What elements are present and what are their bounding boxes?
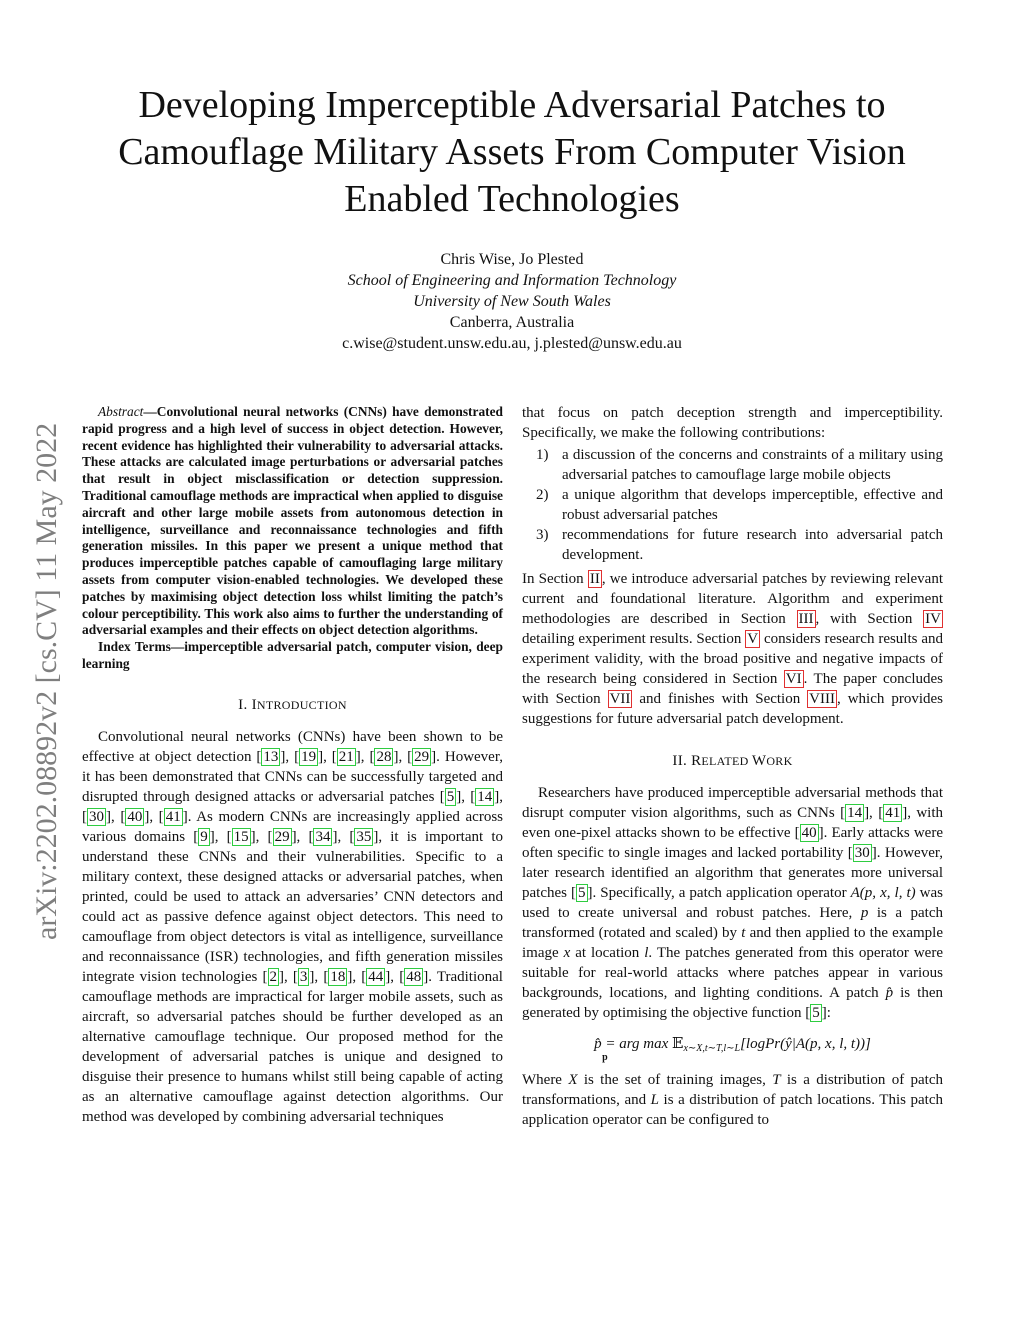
list-item — [522, 485, 943, 525]
equation-rhs: [logPr(ŷ|A(p, x, l, t))] — [740, 1036, 871, 1052]
math-inline: l — [644, 945, 649, 961]
text-run: , we introduce adversarial patches by reviewing relevant current and foundational literature. Algorithm and experiment methodologies are described in Section — [522, 571, 943, 627]
list-item — [522, 445, 943, 485]
citation-link[interactable]: 5 — [446, 788, 455, 805]
citation-link[interactable]: 2 — [269, 968, 277, 985]
text-run: , with Section — [815, 611, 924, 627]
author-school: School of Engineering and Information Technology — [347, 272, 677, 289]
arxiv-identifier: arXiv:2202.08892v2 [cs.CV] 11 May 2022 — [30, 422, 63, 940]
math-inline: X — [568, 1072, 578, 1088]
citation-link[interactable]: 35 — [356, 828, 372, 845]
section-heading-introduction — [82, 695, 503, 715]
math-inline: A(p, x, l, t) — [850, 885, 916, 901]
section-link[interactable]: II — [589, 571, 600, 587]
text-run: In Section — [522, 571, 588, 587]
citation-link[interactable]: 34 — [315, 828, 331, 845]
title-line: Camouflage Military Assets From Computer Vision — [118, 131, 906, 173]
author-names: Chris Wise, Jo Plested — [440, 251, 584, 268]
section-link[interactable]: VIII — [809, 691, 835, 707]
citation-link[interactable]: 44 — [368, 968, 384, 985]
author-location: Canberra, Australia — [449, 314, 575, 331]
author-university: University of New South Wales — [413, 293, 611, 310]
citation-link[interactable]: 14 — [477, 788, 493, 805]
citation-link[interactable]: 21 — [338, 748, 354, 765]
list-text: recommendations for future research into adversarial patch development. — [562, 527, 943, 563]
equation-argmax — [594, 1033, 669, 1063]
equation-lhs: p̂ = arg max — [594, 1036, 669, 1052]
citation-link[interactable]: 19 — [301, 748, 317, 765]
text-run: . The patches generated from this operator were suitable for real-world attacks where patches appear in various backgrounds, locations, and lighting conditions. A patch — [522, 945, 943, 1001]
text-run: and then applied to the example image — [522, 925, 943, 961]
text-run: considers research results and experiment validity, with the broad positive and negative impacts of the research being considered in Section — [522, 631, 943, 687]
heading-number: I. — [238, 696, 252, 713]
citation-link[interactable]: 41 — [165, 808, 181, 825]
section-link[interactable]: IV — [925, 611, 941, 627]
list-number: 2) — [536, 487, 549, 503]
title-line: Developing Imperceptible Adversarial Patches to — [138, 84, 886, 126]
right-column — [522, 403, 943, 1130]
intro-continuation: that focus on patch deception strength and imperceptibility. Specifically, we make the following contributions: — [522, 405, 943, 441]
intro-paragraph: Convolutional neural networks (CNNs) have been shown to be effective at object detection [ 13 ], [ 19 ], [ 21 ], [ 28 ], [ 29 ]. However, it has been demonstrated that CNNs can be successfully targeted and disrupted through designed attacks or adversarial patches [ 5 ], [ 14 ], [ 30 ], [ 40 ], [ 41 ]. As modern CNNs are increasingly applied across various domains [ 9 ], [ 15 ], [ 29 ], [ 34 ], [ 35 ], it is important to understand these CNNs and their vulnerabilities. Specific to a military context, these designed attacks or adversarial patches, when printed, could be used to attack an adversaries’ CNN detectors and could act as passive defence against object detectors. This need to camouflage from object detectors is vital as intelligence, surveillance and reconnaissance (ISR) technologies, and fifth generation missiles integrate vision technologies [ 2 ], [ 3 ], [ 18 ], [ 44 ], [ 48 ]. Traditional camouflage methods are impractical for larger mobile assets, such as aircraft, so adversarial patches should be further developed as an alternative camouflage technique. Our proposed method for the development of adversarial patches is unique and designed to disguise their presence to humans whilst still being capable of acting as an alternative camouflage against detection algorithms. Our method was developed by combining adversarial techniques — [82, 728, 503, 1125]
citation-link[interactable]: 40 — [801, 825, 817, 841]
text-run: : — [826, 1005, 831, 1021]
text-run: , with even one-pixel attacks shown to be effective — [522, 805, 943, 841]
author-block — [212, 249, 812, 354]
section-link[interactable]: V — [747, 631, 759, 647]
citation-link[interactable]: 48 — [406, 968, 422, 985]
heading-initial: W — [751, 753, 767, 769]
text-run: . As modern CNNs are increasingly applied across various domains — [82, 808, 503, 845]
section-link[interactable]: III — [798, 611, 814, 627]
text-run: is a distribution of patch locations. This patch application operator can be configured to — [522, 1092, 943, 1128]
math-inline: L — [650, 1092, 659, 1108]
text-run: . However, it has been demonstrated that CNNs can be successfully targeted and disrupted through designed attacks or adversarial patches — [82, 748, 503, 805]
text-run: . However, later research identified an algorithm that generates more universal patches — [522, 845, 943, 901]
left-column — [82, 404, 503, 1127]
text-run: is the set of training images, — [577, 1072, 773, 1088]
section-link[interactable]: VII — [609, 691, 631, 707]
heading-rest: ELATED — [701, 754, 752, 768]
text-run: and finishes with Section — [632, 691, 808, 707]
list-item — [522, 525, 943, 565]
abstract — [82, 404, 503, 639]
contributions-list — [522, 445, 943, 565]
text-run: Where — [522, 1072, 569, 1088]
paper-title — [60, 82, 964, 223]
text-run: . Specifically, a patch application operator — [592, 885, 851, 901]
list-text: a unique algorithm that develops imperceptible, effective and robust adversarial patches — [562, 487, 943, 523]
heading-initial: I — [251, 696, 257, 713]
abstract-text: —Convolutional neural networks (CNNs) have demonstrated rapid progress and a high level of success in object detection. However, recent evidence has highlighted their vulnerability to adversarial attacks. These attacks are calculated image perturbations or adversarial patches that result in object misclassification or detection suppression. Traditional camouflage methods are impractical when applied to disguise aircraft and other large mobile assets from autonomous detection in intelligence, surveillance and reconnaissance technologies and fifth generation missiles. In this paper we present a unique method that produces imperceptible patches capable of camouflaging large military assets from computer vision-enabled technologies. We developed these patches by maximising object detection loss whilst limiting the patch’s colour perceptibility. This work also aims to further the understanding of adversarial examples and their effects on object detection algorithms. — [82, 404, 503, 638]
equation-explanation — [522, 1070, 943, 1130]
index-terms-label: Index Terms — [98, 639, 171, 655]
text-run: detailing experiment results. Section — [522, 631, 746, 647]
math-inline: p̂ — [885, 985, 894, 1001]
math-inline: T — [772, 1072, 781, 1088]
objective-equation — [522, 1033, 943, 1063]
text-run: , which provides suggestions for future adversarial patch development. — [522, 691, 943, 727]
math-inline: t — [741, 925, 746, 941]
equation-under: p — [602, 1052, 608, 1063]
citation-link[interactable]: 5 — [578, 885, 586, 901]
text-run: is then generated by optimising the objective function — [522, 985, 943, 1021]
text-run: , it is important to understand these CNNs and their vulnerabilities. Specific to a military context, these designed attacks or adversarial patches, when printed, could be used to attack an adversaries’ CNN detectors and could act as passive defence against object detectors. This need to camouflage from object detectors is vital as intelligence, surveillance and reconnaissance (ISR) technologies, and fifth generation missiles integrate vision technologies — [82, 828, 503, 985]
title-line: Enabled Technologies — [344, 178, 680, 220]
citation-link[interactable]: 30 — [854, 845, 870, 861]
citation-link[interactable]: 15 — [233, 828, 249, 845]
outline-paragraph — [522, 569, 943, 729]
math-inline: p — [860, 905, 869, 921]
list-number: 1) — [536, 447, 549, 463]
heading-rest: ORK — [766, 754, 793, 768]
text-run: Convolutional neural networks (CNNs) have been shown to be effective at object detection — [82, 728, 503, 765]
text-run: is a patch transformed (rotated and scaled) by — [522, 905, 943, 941]
text-run: was used to create universal and robust patches. Here, — [522, 885, 944, 921]
heading-initial: R — [691, 753, 702, 769]
citation-link[interactable]: 28 — [376, 748, 392, 765]
list-number: 3) — [536, 527, 549, 543]
text-run: . Early attacks were often specific to single images and lacked portability — [522, 825, 943, 861]
citation-link[interactable]: 29 — [414, 748, 430, 765]
equation-expectation: 𝔼 — [668, 1036, 684, 1052]
text-run: Researchers have produced imperceptible adversarial methods that disrupt computer vision algorithms, such as CNNs — [522, 785, 943, 821]
text-run: at location — [570, 945, 645, 961]
index-terms — [82, 639, 503, 673]
text-run: . Traditional camouflage methods are impractical for larger mobile assets, such as aircraft, so adversarial patches should be further developed as an alternative camouflage technique. Our proposed method for the development of adversarial patches is unique and designed to disguise their presence to humans whilst still being capable of acting as an alternative camouflage against detection algorithms. Our method was developed by combining adversarial techniques — [82, 968, 503, 1125]
heading-number: II. — [672, 753, 692, 769]
citation-link[interactable]: 30 — [89, 808, 104, 825]
related-work-paragraph: Researchers have produced imperceptible adversarial methods that disrupt computer vision algorithms, such as CNNs [ 14 ], [ 41 ], with even one-pixel attacks shown to be effective [ 40 ]. Early attacks were often specific to single images and lacked portability [ 30 ]. However, later research identified an algorithm that generates more universal patches [ 5 ]. Specifically, a patch application operator A(p, x, l, t) was used to create universal and robust patches. Here, p is a patch transformed (rotated and scaled) by t and then applied to the example image x at location l. The patches generated from this operator were suitable for real-world attacks where patches appear in various backgrounds, locations, and lighting conditions. A patch p̂ is then generated by optimising the objective function [ 5 ]: — [522, 785, 944, 1021]
citation-link[interactable]: 41 — [885, 805, 901, 821]
text-run: . The paper concludes with Section — [522, 671, 943, 707]
citation-link[interactable]: 5 — [812, 1005, 820, 1021]
heading-rest: NTRODUCTION — [256, 697, 347, 712]
citation-link[interactable]: 18 — [330, 968, 346, 985]
citation-link[interactable]: 9 — [200, 828, 208, 845]
math-inline: x — [563, 945, 571, 961]
index-terms-text: —imperceptible adversarial patch, computer vision, deep learning — [82, 639, 503, 671]
section-link[interactable]: VI — [785, 671, 802, 687]
author-emails: c.wise@student.unsw.edu.au, j.plested@unsw.edu.au — [342, 335, 682, 352]
abstract-label: Abstract — [98, 404, 144, 419]
citation-link[interactable]: 14 — [847, 805, 863, 821]
citation-link[interactable]: 29 — [274, 828, 290, 845]
citation-link[interactable]: 13 — [263, 748, 279, 765]
text-run: is a distribution of patch transformations, and — [522, 1072, 944, 1108]
citation-link[interactable]: 40 — [127, 808, 143, 825]
list-text: a discussion of the concerns and constraints of a military using adversarial patches to camouflage large mobile objects — [562, 447, 943, 483]
equation-subscript: x∼X,t∼T,l∼L — [683, 1043, 741, 1054]
section-heading-related-work — [522, 751, 943, 771]
citation-link[interactable]: 3 — [299, 968, 308, 985]
